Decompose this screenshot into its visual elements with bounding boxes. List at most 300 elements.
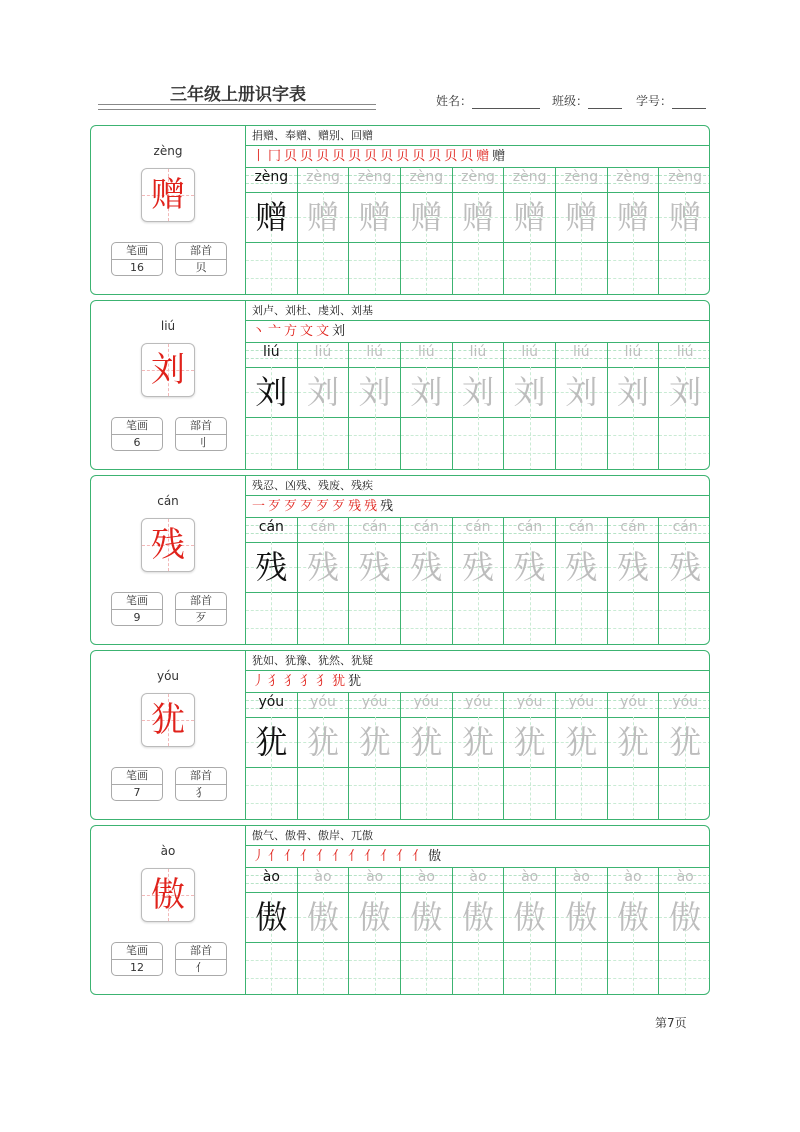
tracing-cell[interactable] (608, 518, 660, 645)
character-info-panel (91, 126, 246, 294)
cell-pinyin: ào (521, 869, 539, 885)
blank-writing-area[interactable] (349, 767, 400, 820)
tracing-cell[interactable] (298, 168, 350, 295)
tracing-grid (246, 343, 710, 470)
pinyin-writing-row (659, 343, 710, 368)
blank-writing-area[interactable] (453, 592, 504, 645)
character-writing-square (453, 717, 504, 768)
pinyin-writing-row (246, 518, 297, 543)
pinyin-writing-row (246, 168, 297, 193)
tracing-cell[interactable] (453, 343, 505, 470)
grid-guide-line (633, 242, 634, 295)
class-field (552, 92, 622, 109)
radical-value: 歹 (195, 611, 207, 624)
class-label: 班级： (552, 94, 589, 108)
cell-pinyin: yóu (258, 694, 285, 710)
radical-value: 刂 (195, 436, 207, 449)
blank-writing-area[interactable] (608, 942, 659, 995)
student-id-blank[interactable] (672, 96, 706, 109)
title-underline (98, 104, 376, 110)
blank-writing-area[interactable] (659, 942, 710, 995)
stroke-step (412, 149, 426, 164)
stroke-step-glyph: 文 (316, 324, 331, 339)
stroke-step-glyph: 贝 (284, 149, 299, 164)
stroke-step-glyph: 残 (348, 499, 363, 514)
stroke-step (252, 849, 266, 864)
practice-panel (246, 826, 710, 994)
blank-writing-area[interactable] (556, 242, 607, 295)
cell-character: 赠 (410, 198, 443, 236)
pinyin-writing-row (246, 868, 297, 893)
tracing-cell[interactable] (504, 868, 556, 995)
cell-pinyin: ào (262, 869, 280, 885)
grid-guide-line (581, 417, 582, 470)
stroke-step-glyph: 亠 (268, 324, 283, 339)
blank-writing-area[interactable] (659, 417, 710, 470)
stroke-step-glyph: 赠 (476, 149, 491, 164)
cell-character: 赠 (513, 198, 546, 236)
stroke-step-glyph: 歹 (284, 499, 299, 514)
cell-pinyin: ào (314, 869, 332, 885)
tracing-cell[interactable] (453, 693, 505, 820)
cell-character: 刘 (255, 373, 288, 411)
tracing-cell[interactable] (453, 168, 505, 295)
stroke-count-box (111, 417, 163, 451)
pinyin-writing-row (556, 518, 607, 543)
practice-panel (246, 301, 710, 469)
character-writing-square (349, 892, 400, 943)
character-writing-square (659, 542, 710, 593)
word-examples: 捐赠、奉赠、赠别、回赠 (246, 126, 710, 146)
pinyin-writing-row (401, 343, 452, 368)
stroke-step (268, 499, 282, 514)
cell-character: 赠 (565, 198, 598, 236)
cell-character: 犹 (410, 723, 443, 761)
character-display-box (141, 343, 195, 397)
character-writing-square (246, 367, 297, 418)
cell-character: 犹 (616, 723, 649, 761)
cell-pinyin: cán (362, 519, 388, 535)
cell-character: 残 (513, 548, 546, 586)
grid-guide-line (581, 592, 582, 645)
character-writing-square (453, 367, 504, 418)
character-writing-square (556, 717, 607, 768)
blank-writing-area[interactable] (556, 767, 607, 820)
stroke-step-glyph: 贝 (460, 149, 475, 164)
blank-writing-area[interactable] (401, 942, 452, 995)
stroke-step-glyph: 丿 (252, 674, 267, 689)
blank-writing-area[interactable] (401, 417, 452, 470)
blank-writing-area[interactable] (556, 417, 607, 470)
cell-character: 傲 (513, 898, 546, 936)
blank-writing-area[interactable] (608, 592, 659, 645)
stroke-step (316, 324, 330, 339)
grid-guide-line (323, 942, 324, 995)
cell-character: 残 (410, 548, 443, 586)
pinyin-writing-row (453, 343, 504, 368)
blank-writing-area[interactable] (246, 417, 297, 470)
stroke-step-glyph: 亻 (332, 849, 347, 864)
cell-character: 残 (616, 548, 649, 586)
cell-pinyin: yóu (413, 694, 440, 710)
tracing-cell[interactable] (608, 168, 660, 295)
class-blank[interactable] (588, 96, 622, 109)
grid-guide-line (375, 592, 376, 645)
stroke-step (380, 849, 394, 864)
grid-guide-line (271, 592, 272, 645)
stroke-step-glyph: 亻 (412, 849, 427, 864)
blank-writing-area[interactable] (298, 942, 349, 995)
stroke-step (444, 149, 458, 164)
stroke-count-box (111, 767, 163, 801)
stroke-count-box (111, 942, 163, 976)
character-card (90, 300, 710, 470)
pinyin-writing-row (401, 693, 452, 718)
tracing-cell[interactable] (401, 168, 453, 295)
tracing-cell[interactable] (556, 693, 608, 820)
cell-character: 残 (306, 548, 339, 586)
model-cell (246, 518, 298, 645)
tracing-cell[interactable] (608, 868, 660, 995)
blank-writing-area[interactable] (504, 242, 555, 295)
character-writing-square (349, 367, 400, 418)
grid-guide-line (581, 242, 582, 295)
stroke-step (300, 499, 314, 514)
stroke-step-glyph: 刘 (332, 324, 347, 339)
tracing-cell[interactable] (401, 518, 453, 645)
tracing-cell[interactable] (504, 518, 556, 645)
cell-character: 残 (669, 548, 702, 586)
pinyin-writing-row (659, 168, 710, 193)
cell-pinyin: liú (573, 344, 590, 360)
tracing-cell[interactable] (659, 343, 710, 470)
stroke-step-glyph: 贝 (316, 149, 331, 164)
cell-character: 刘 (616, 373, 649, 411)
pinyin-writing-row (504, 343, 555, 368)
stroke-order-row (246, 846, 710, 868)
grid-guide-line (530, 417, 531, 470)
tracing-cell[interactable] (659, 168, 710, 295)
character-pinyin: yóu (156, 669, 180, 683)
tracing-cell[interactable] (298, 518, 350, 645)
blank-writing-area[interactable] (453, 942, 504, 995)
stroke-step (316, 499, 330, 514)
stroke-step (348, 149, 362, 164)
character-info-panel (91, 826, 246, 994)
blank-writing-area[interactable] (556, 942, 607, 995)
stroke-step-glyph: 方 (284, 324, 299, 339)
stroke-step-glyph: 亻 (348, 849, 363, 864)
tracing-cell[interactable] (349, 518, 401, 645)
character-writing-square (401, 892, 452, 943)
cell-character: 刘 (669, 373, 702, 411)
blank-writing-area[interactable] (608, 242, 659, 295)
blank-writing-area[interactable] (504, 417, 555, 470)
cell-character: 犹 (513, 723, 546, 761)
word-examples: 刘卢、刘杜、虔刘、刘基 (246, 301, 710, 321)
character-writing-square (246, 542, 297, 593)
tracing-cell[interactable] (401, 693, 453, 820)
cell-pinyin: liú (263, 344, 280, 360)
blank-writing-area[interactable] (401, 767, 452, 820)
blank-writing-area[interactable] (608, 417, 659, 470)
grid-guide-line (426, 767, 427, 820)
cell-character: 傲 (565, 898, 598, 936)
stroke-step (316, 849, 330, 864)
tracing-cell[interactable] (608, 343, 660, 470)
pinyin-writing-row (556, 168, 607, 193)
radical-box (175, 767, 227, 801)
cell-character: 赠 (669, 198, 702, 236)
name-blank[interactable] (472, 96, 540, 109)
stroke-step (332, 149, 346, 164)
blank-writing-area[interactable] (659, 242, 710, 295)
grid-guide-line (633, 417, 634, 470)
stroke-step (252, 324, 266, 339)
blank-writing-area[interactable] (298, 242, 349, 295)
blank-writing-area[interactable] (504, 592, 555, 645)
pinyin-writing-row (608, 518, 659, 543)
tracing-cell[interactable] (504, 693, 556, 820)
stroke-step-glyph: 贝 (412, 149, 427, 164)
blank-writing-area[interactable] (659, 767, 710, 820)
character-pinyin: liú (160, 319, 176, 333)
stroke-step (300, 149, 314, 164)
cell-pinyin: cán (517, 519, 543, 535)
character-writing-square (659, 367, 710, 418)
cell-character: 刘 (513, 373, 546, 411)
tracing-cell[interactable] (298, 343, 350, 470)
cell-character: 赠 (461, 198, 494, 236)
character-writing-square (556, 367, 607, 418)
pinyin-writing-row (504, 693, 555, 718)
grid-guide-line (581, 767, 582, 820)
stroke-step-glyph: 亻 (316, 849, 331, 864)
stroke-step-glyph: 犹 (332, 674, 347, 689)
character-writing-square (401, 192, 452, 243)
character-writing-square (504, 892, 555, 943)
stroke-step-glyph: 傲 (428, 849, 443, 864)
cell-pinyin: yóu (310, 694, 336, 710)
blank-writing-area[interactable] (556, 592, 607, 645)
stroke-step (428, 849, 442, 864)
tracing-cell[interactable] (556, 868, 608, 995)
stroke-step-glyph: 贝 (428, 149, 443, 164)
stroke-step-glyph: 歹 (300, 499, 315, 514)
stroke-step-glyph: 冂 (268, 149, 283, 164)
stroke-step (428, 149, 442, 164)
cell-pinyin: cán (568, 519, 594, 535)
tracing-cell[interactable] (659, 693, 710, 820)
stroke-step (268, 149, 282, 164)
practice-panel (246, 476, 710, 644)
tracing-cell[interactable] (556, 343, 608, 470)
stroke-step-glyph: 亻 (268, 849, 283, 864)
cell-character: 残 (358, 548, 391, 586)
character-info-panel (91, 651, 246, 819)
blank-writing-area[interactable] (608, 767, 659, 820)
stroke-step (268, 324, 282, 339)
pinyin-writing-row (401, 168, 452, 193)
stroke-order-row (246, 671, 710, 693)
model-cell (246, 168, 298, 295)
cell-pinyin: cán (672, 519, 698, 535)
blank-writing-area[interactable] (504, 942, 555, 995)
stroke-count-value: 12 (130, 961, 144, 974)
blank-writing-area[interactable] (453, 242, 504, 295)
tracing-cell[interactable] (401, 868, 453, 995)
pinyin-writing-row (608, 343, 659, 368)
cell-character: 傲 (616, 898, 649, 936)
tracing-cell[interactable] (556, 518, 608, 645)
character-writing-square (453, 192, 504, 243)
radical-label: 部首 (176, 768, 226, 785)
tracing-cell[interactable] (298, 693, 350, 820)
radical-value: 亻 (195, 961, 207, 974)
stroke-step (252, 499, 266, 514)
character-glyph: 傲 (151, 875, 185, 915)
pinyin-writing-row (504, 868, 555, 893)
cell-pinyin: cán (413, 519, 439, 535)
pinyin-writing-row (453, 168, 504, 193)
tracing-cell[interactable] (556, 168, 608, 295)
character-display-box (141, 168, 195, 222)
pinyin-writing-row (659, 518, 710, 543)
stroke-count-value: 16 (130, 261, 144, 274)
blank-writing-area[interactable] (349, 942, 400, 995)
tracing-cell[interactable] (349, 168, 401, 295)
blank-writing-area[interactable] (298, 767, 349, 820)
blank-writing-area[interactable] (298, 417, 349, 470)
tracing-cell[interactable] (608, 693, 660, 820)
cell-pinyin: zèng (668, 169, 703, 185)
blank-writing-area[interactable] (401, 242, 452, 295)
pinyin-writing-row (453, 518, 504, 543)
cell-pinyin: ào (624, 869, 642, 885)
cell-pinyin: cán (310, 519, 336, 535)
pinyin-writing-row (349, 168, 400, 193)
blank-writing-area[interactable] (401, 592, 452, 645)
tracing-cell[interactable] (659, 518, 710, 645)
blank-writing-area[interactable] (246, 592, 297, 645)
blank-writing-area[interactable] (504, 767, 555, 820)
character-glyph: 赠 (151, 175, 185, 215)
grid-guide-line (375, 242, 376, 295)
character-writing-square (246, 717, 297, 768)
blank-writing-area[interactable] (659, 592, 710, 645)
blank-writing-area[interactable] (298, 592, 349, 645)
character-glyph: 刘 (151, 350, 185, 390)
stroke-step-glyph: 残 (380, 499, 395, 514)
blank-writing-area[interactable] (246, 242, 297, 295)
stroke-step (364, 149, 378, 164)
character-card (90, 475, 710, 645)
stroke-step-glyph: 犭 (316, 674, 331, 689)
character-writing-square (608, 717, 659, 768)
tracing-cell[interactable] (401, 343, 453, 470)
grid-guide-line (478, 242, 479, 295)
grid-guide-line (375, 767, 376, 820)
stroke-step-glyph: 贝 (396, 149, 411, 164)
tracing-cell[interactable] (298, 868, 350, 995)
grid-guide-line (685, 592, 686, 645)
tracing-cell[interactable] (453, 868, 505, 995)
cell-character: 傲 (410, 898, 443, 936)
grid-guide-line (375, 417, 376, 470)
stroke-step (300, 674, 314, 689)
cell-character: 犹 (306, 723, 339, 761)
stroke-step-glyph: 贝 (300, 149, 315, 164)
radical-value: 犭 (195, 786, 207, 799)
cell-character: 赠 (616, 198, 649, 236)
stroke-step (364, 849, 378, 864)
cell-pinyin: ào (676, 869, 694, 885)
cell-character: 刘 (410, 373, 443, 411)
pinyin-writing-row (608, 168, 659, 193)
blank-writing-area[interactable] (246, 767, 297, 820)
character-writing-square (556, 892, 607, 943)
character-writing-square (504, 542, 555, 593)
cell-pinyin: ào (572, 869, 590, 885)
stroke-step-glyph: 犹 (348, 674, 363, 689)
tracing-cell[interactable] (453, 518, 505, 645)
stroke-step (348, 849, 362, 864)
character-info-panel (91, 476, 246, 644)
radical-box (175, 417, 227, 451)
tracing-cell[interactable] (349, 693, 401, 820)
blank-writing-area[interactable] (349, 417, 400, 470)
blank-writing-area[interactable] (349, 242, 400, 295)
blank-writing-area[interactable] (453, 417, 504, 470)
cell-character: 残 (565, 548, 598, 586)
cell-character: 刘 (461, 373, 494, 411)
pinyin-writing-row (246, 343, 297, 368)
stroke-count-box (111, 592, 163, 626)
cell-pinyin: liú (521, 344, 538, 360)
cell-pinyin: ào (366, 869, 384, 885)
cell-pinyin: liú (676, 344, 694, 360)
cell-pinyin: zèng (564, 169, 599, 185)
stroke-step (396, 849, 410, 864)
pinyin-writing-row (298, 518, 349, 543)
grid-guide-line (323, 592, 324, 645)
tracing-cell[interactable] (349, 868, 401, 995)
blank-writing-area[interactable] (349, 592, 400, 645)
word-examples: 傲气、傲骨、傲岸、兀傲 (246, 826, 710, 846)
tracing-cell[interactable] (504, 168, 556, 295)
character-writing-square (349, 542, 400, 593)
tracing-cell[interactable] (504, 343, 556, 470)
character-writing-square (453, 542, 504, 593)
blank-writing-area[interactable] (453, 767, 504, 820)
cell-character: 残 (461, 548, 494, 586)
blank-writing-area[interactable] (246, 942, 297, 995)
grid-guide-line (323, 417, 324, 470)
grid-guide-line (633, 767, 634, 820)
stroke-step (332, 499, 346, 514)
grid-guide-line (271, 242, 272, 295)
pinyin-writing-row (556, 693, 607, 718)
grid-guide-line (478, 942, 479, 995)
tracing-cell[interactable] (349, 343, 401, 470)
stroke-step (460, 149, 474, 164)
pinyin-writing-row (298, 693, 349, 718)
stroke-count-value: 6 (133, 436, 141, 449)
tracing-cell[interactable] (659, 868, 710, 995)
grid-guide-line (633, 592, 634, 645)
stroke-step-glyph: 亻 (396, 849, 411, 864)
name-field (436, 92, 540, 109)
